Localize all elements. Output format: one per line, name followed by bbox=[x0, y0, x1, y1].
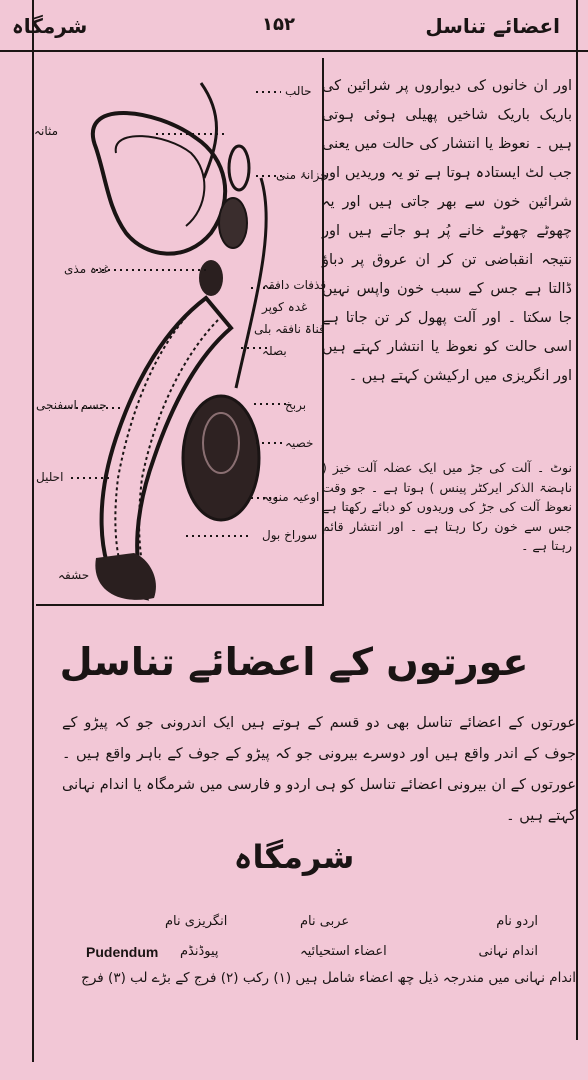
label-epididymis: بربخ bbox=[285, 398, 307, 412]
header-rule bbox=[0, 50, 588, 52]
sub-title: شرمگاہ bbox=[233, 838, 355, 876]
label-seminal-vessels: اوعیہ منویہ bbox=[262, 490, 320, 504]
footer-line: اندام نہانی میں مندرجہ ذیل چھ اعضاء شامل ہیں (۱) رکب (۲) فرج کے بڑے لب (۳) فرج bbox=[81, 970, 576, 986]
header-arabic-name: عربی نام bbox=[300, 914, 350, 929]
label-bulb: بصلہ bbox=[262, 344, 287, 358]
value-english-name-urdu: پیوڈنڈم bbox=[180, 944, 219, 959]
header-english-name: انگریزی نام bbox=[165, 914, 228, 929]
value-urdu-name: اندام نہانی bbox=[478, 944, 538, 959]
value-arabic-name: اعضاء استحیائیہ bbox=[300, 944, 387, 959]
label-cowper-gland: غدہ کوپر bbox=[262, 300, 308, 314]
frame-right-rule bbox=[576, 0, 578, 1040]
label-testis: خصیہ bbox=[285, 436, 314, 450]
label-spongy-body: جسم اسفنجی bbox=[36, 398, 107, 412]
header-urdu-name: اردو نام bbox=[496, 914, 538, 929]
label-glans: حشفہ bbox=[58, 568, 90, 582]
section-paragraph: عورتوں کے اعضائے تناسل بھی دو قسم کے ہوتے ہیں ایک اندرونی جو کہ پیڑو کے جوف کے اندر واقع ہیں اور دوسرے بیرونی جو کہ پیڑو کے جوف کے باہر واقع ہیں ۔ عورتوں کے ان بیرونی اعضائے تناسل کو ہی اردو و فارسی میں شرمگاہ یا اندام نہانی کہتے ہیں ۔ bbox=[62, 715, 576, 824]
value-english-name-latin: Pudendum bbox=[86, 944, 159, 960]
section-title: عورتوں کے اعضائے تناسل bbox=[59, 640, 529, 684]
label-urinary-opening: سوراخ بول bbox=[262, 528, 318, 542]
page-number: ۱۵۲ bbox=[262, 14, 295, 35]
label-prostate: غدہ مذی bbox=[64, 262, 110, 276]
note-paragraph: نوٹ ۔ آلت کی جڑ میں ایک عضلہ آلت خیز ( ناہضۃ الذکر ایرکٹر پینس ) ہوتا ہے ۔ جو وقت نعوظ آلت کی جڑ کی وریدوں کو دبائے رکھتا ہے جس سے خون رکا رہتا ہے ۔ اور انتشار قائم رہتا ہے ۔ bbox=[322, 460, 572, 553]
running-title: اعضائے تناسل bbox=[425, 14, 560, 38]
label-ureter: حالب bbox=[285, 84, 312, 98]
label-ejaculatory-duct: قذفات دافقہ bbox=[262, 278, 327, 292]
column-paragraph: اور ان خانوں کی دیواروں پر شرائین کی باریک باریک شاخیں پھیلی ہوئی ہوتی ہیں ۔ نعوظ یا انتشار کی حالت میں یعنی جب لٹ ایستادہ ہوتا ہے تو یہ وریدیں اور شرائین خون سے بھر جاتی ہیں اور یہ چھوٹے چھوٹے خانے پُر ہو جاتے ہیں اور نتیجہ انقباضی تن کر ان عروق پر دباؤ ڈالتا ہے جس کے سبب خون واپس نہیں جا سکتا ۔ اور آلت پھول کر تن جاتا ہے اسی حالت کو نعوظ یا انتشار کہتے ہیں اور انگریزی میں ارکیشن کہتے ہیں ۔ bbox=[322, 78, 572, 384]
label-urethral-canal: قناۃ نافقہ بلی bbox=[254, 322, 325, 336]
label-bladder: مثانہ bbox=[34, 124, 59, 138]
frame-left-rule bbox=[32, 0, 34, 1062]
label-urethra: احلیل bbox=[36, 470, 64, 484]
running-section-title: شرمگاہ bbox=[12, 14, 88, 38]
label-seminal-reservoir: خزانۂ منی bbox=[276, 168, 328, 182]
